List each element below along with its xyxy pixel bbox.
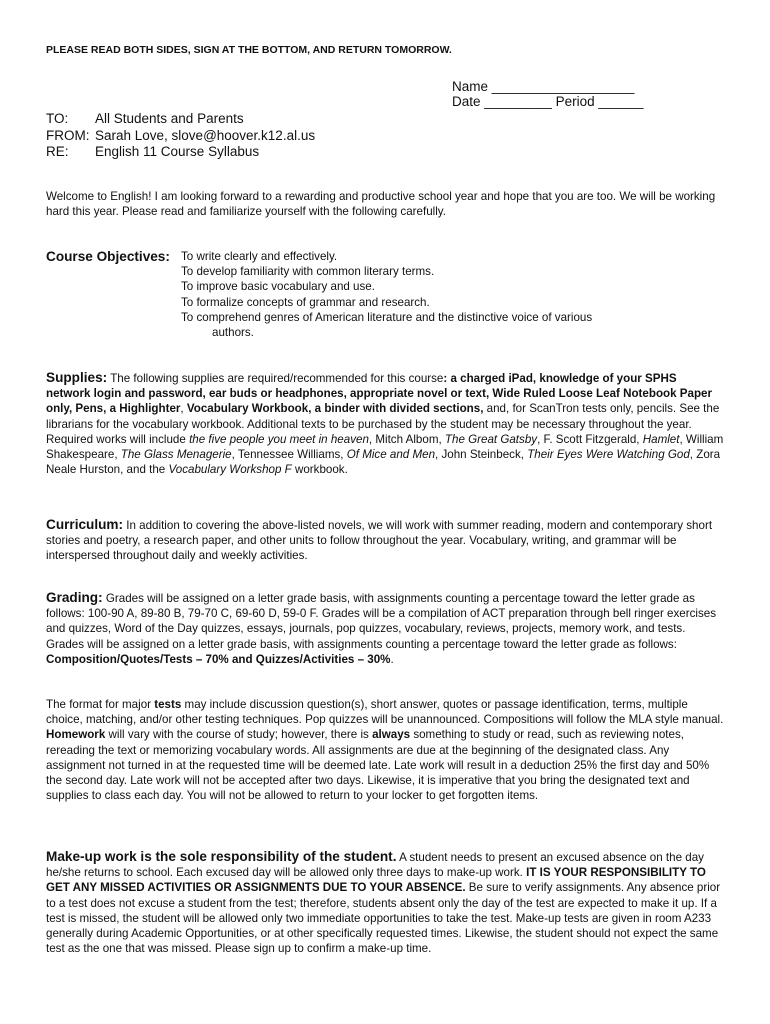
- grading-weights: Composition/Quotes/Tests – 70% and Quizzes/Activities – 30%: [46, 652, 391, 666]
- supplies-text: , Zora Neale Hurston, and the: [46, 448, 721, 477]
- curriculum-paragraph: [46, 517, 724, 564]
- name-date-block: [452, 79, 643, 109]
- grading-heading: Grading:: [46, 590, 103, 605]
- supplies-heading: Supplies:: [46, 370, 108, 385]
- grading-paragraph: [46, 590, 724, 667]
- memo-from-label: FROM:: [46, 127, 90, 143]
- memo-re-value: English 11 Course Syllabus: [95, 144, 260, 159]
- objective-item-continuation: authors.: [212, 326, 254, 340]
- memo-from: [46, 128, 315, 145]
- objectives-heading: Course Objectives:: [46, 249, 170, 264]
- objective-item: To develop familiarity with common literary terms.: [181, 265, 435, 279]
- memo-to-label: TO:: [46, 111, 69, 126]
- name-line: Name ___________________: [452, 79, 635, 94]
- book-title: Of Mice and Men: [346, 448, 436, 462]
- objective-item: To comprehend genres of American literature and the distinctive voice of various: [181, 310, 593, 324]
- format-always-bold: always: [372, 728, 411, 742]
- memo-to-value: All Students and Parents: [95, 111, 244, 126]
- grading-text-end: .: [390, 652, 394, 666]
- book-title: The Glass Menagerie: [120, 448, 232, 462]
- memo-re-label: RE:: [46, 144, 69, 159]
- memo-header: [46, 111, 315, 161]
- objectives-list: [181, 249, 701, 340]
- welcome-paragraph: Welcome to English! I am looking forward to a rewarding and productive school year and hope that you are too. We will be working hard this year. Please read and familiarize yourself with the following carefully.: [46, 190, 716, 219]
- format-paragraph: [46, 697, 724, 803]
- format-tests-bold: tests: [154, 698, 182, 711]
- format-text: something to study or read, such as reviewing notes, rereading the text or memorizing vocabulary words. All assignments are due at the beginning of the designated class. Any assignment not turned in at the requested time will be deemed late. Late work will result in a deduction 25% the first day and 50% the second day. Late work will not be accepted after two days. Likewise, it is imperative that you bring the designated text and supplies to class each day. You will not be allowed to return to your locker to get forgotten items.: [46, 728, 710, 803]
- supplies-text: , William Shakespeare,: [46, 432, 724, 462]
- format-text: will vary with the course of study; however, there is: [105, 728, 373, 742]
- memo-to: [46, 111, 315, 128]
- book-title: Vocabulary Workshop F: [168, 463, 292, 477]
- supplies-paragraph: [46, 370, 724, 477]
- makeup-responsibility-bold: IT IS YOUR RESPONSIBILITY TO GET ANY MISSED ACTIVITIES OR ASSIGNMENTS DUE TO YOUR ABSENCE.: [46, 866, 706, 895]
- return-notice: PLEASE READ BOTH SIDES, SIGN AT THE BOTTOM, AND RETURN TOMORROW.: [46, 44, 452, 56]
- supplies-text: , Tennessee Williams,: [231, 448, 347, 462]
- makeup-text: A student needs to present an excused absence on the day he/she returns to school. Each excused day will be allowed only three days to make-up work.: [46, 851, 704, 880]
- makeup-text: Be sure to verify assignments. Any absence prior to a test does not excuse a student from the test; therefore, students absent only the day of the test are expected to make it up. If a test is missed, the student will be allowed only two immediate opportunities to take the test. Make-up tests are given in room A233 generally during Academic Opportunities, or at other specifically requested times. Likewise, the student should not expect the same test as the one that was missed. Please sign up to confirm a make-up time.: [46, 881, 721, 956]
- objective-item: To formalize concepts of grammar and research.: [181, 295, 430, 309]
- supplies-text: , John Steinbeck,: [435, 448, 528, 462]
- supplies-required-items: : a charged iPad, knowledge of your SPHS network login and password, ear buds or headphones, appropriate novel or text, Wide Ruled Loose Leaf Notebook Paper only, Pens, a Highlighter: [46, 372, 712, 416]
- objective-item: To improve basic vocabulary and use.: [181, 280, 375, 294]
- memo-re: [46, 144, 315, 161]
- format-text: The format for major: [46, 698, 155, 711]
- book-title: Their Eyes Were Watching God: [527, 448, 690, 462]
- memo-from-value: Sarah Love, slove@hoover.k12.al.us: [95, 127, 316, 143]
- supplies-text: The following supplies are required/recommended for this course: [107, 372, 444, 385]
- makeup-heading: Make-up work is the sole responsibility of the student.: [46, 849, 397, 864]
- curriculum-heading: Curriculum:: [46, 517, 124, 532]
- book-title: the five people you meet in heaven: [189, 432, 369, 446]
- supplies-text: , F. Scott Fitzgerald,: [537, 432, 643, 446]
- supplies-text: and, for ScanTron tests only, pencils. See the librarians for the vocabulary workbook. Additional texts to be purchased by the student may be necessary throughout the year. Required works will include: [46, 402, 720, 446]
- objective-item: To write clearly and effectively.: [181, 250, 338, 263]
- makeup-paragraph: [46, 849, 724, 956]
- date-period-line: Date _________ Period ______: [452, 94, 644, 109]
- supplies-text: , Mitch Albom,: [368, 432, 445, 446]
- grading-text: Grades will be assigned on a letter grade basis, with assignments counting a percentage toward the letter grade as follows: 100-90 A, 89-80 B, 79-70 C, 69-60 D, 59-0 F. Grades will be a compilation of ACT preparation through bell ringer exercises and quizzes, Word of the Day quizzes, essays, journals, pop quizzes, vocabulary, reviews, projects, memory work, and tests. Grades will be assigned on a letter grade basis, with assignments counting a percentage toward the letter grade as follows:: [46, 592, 717, 651]
- book-title: The Great Gatsby: [444, 432, 538, 446]
- format-text: may include discussion question(s), short answer, quotes or passage identification, terms, multiple choice, matching, and/or other testing techniques. Pop quizzes will be unannounced. Compositions will follow the MLA style manual.: [46, 698, 724, 727]
- supplies-workbook-binder: Vocabulary Workbook, a binder with divided sections,: [186, 402, 484, 416]
- book-title: Hamlet: [642, 432, 680, 446]
- supplies-text: workbook.: [291, 463, 348, 477]
- supplies-text: ,: [180, 402, 187, 416]
- format-homework-bold: Homework: [46, 728, 106, 742]
- curriculum-text: In addition to covering the above-listed novels, we will work with summer reading, modern and contemporary short stories and poetry, a research paper, and other units to follow throughout the year. Vocabulary, writing, and grammar will be interspersed throughout daily and weekly activities.: [46, 519, 713, 563]
